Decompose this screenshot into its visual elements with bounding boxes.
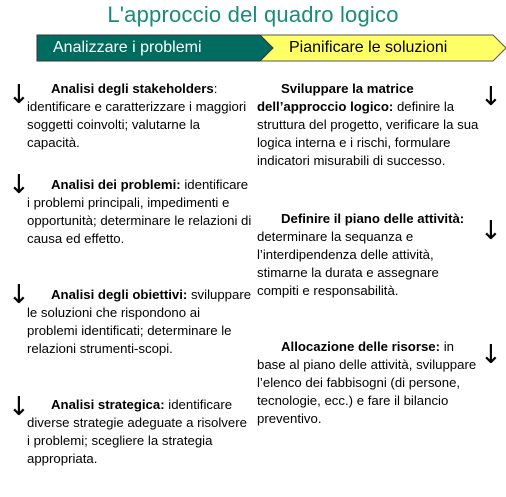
down-arrow-icon: ↓ [480, 82, 502, 112]
diagram-title: L'approccio del quadro logico [107, 2, 399, 27]
stage-banner [36, 34, 506, 62]
step-heading: Sviluppare la matrice dell’approccio logico: [257, 81, 414, 114]
step-analisi-problemi [27, 176, 252, 248]
step-description: identificare i problemi principali, impedimenti e opportunità; determinare le relazioni di causa ed effetto. [27, 177, 252, 246]
step-heading: Analisi strategica: [51, 397, 165, 412]
step-description: identificare diverse strategie adeguate a risolvere i problemi; scegliere la strategia appropriata. [27, 397, 247, 466]
step-heading: Analisi degli stakeholders [51, 81, 214, 96]
down-arrow-icon: ↓ [8, 170, 30, 200]
step-heading: Allocazione delle risorse: [281, 339, 441, 354]
step-description: : identificare e caratterizzare i maggiori soggetti coinvolti; valutarne la capacità. [27, 81, 247, 150]
step-analisi-obiettivi [27, 286, 252, 358]
down-arrow-icon: ↓ [8, 80, 30, 110]
step-sviluppare-matrice [257, 80, 479, 170]
step-description: sviluppare le soluzioni che rispondono ai problemi identificati; determinare le relazioni strumenti-scopi. [27, 287, 252, 356]
down-arrow-icon: ↓ [8, 280, 30, 310]
down-arrow-icon: ↓ [480, 340, 502, 370]
step-description: in base al piano delle attività, sviluppare l’elenco dei fabbisogni (di persone, tecnologie, ecc.) e fare il bilancio preventivo. [257, 339, 477, 426]
step-heading: Analisi degli obiettivi: [51, 287, 188, 302]
stage-label-pianificare: Pianificare le soluzioni [289, 39, 448, 56]
stage-label-analizzare: Analizzare i problemi [53, 39, 202, 56]
step-piano-attivita [257, 210, 479, 300]
down-arrow-icon: ↓ [480, 216, 502, 246]
step-heading: Definire il piano delle attività: [281, 211, 465, 226]
step-analisi-strategica [27, 396, 252, 468]
down-arrow-icon: ↓ [8, 392, 30, 422]
step-description: definire la struttura del progetto, verificare la sua logica interna e i rischi, formulare indicatori misurabili di successo. [257, 99, 479, 168]
step-allocazione-risorse [257, 338, 479, 428]
step-analisi-stakeholders [27, 80, 252, 152]
step-description: determinare la sequanza e l’interdipendenza delle attività, stimarne la durata e assegnare compiti e responsabilità. [257, 229, 439, 298]
step-heading: Analisi dei problemi: [51, 177, 181, 192]
